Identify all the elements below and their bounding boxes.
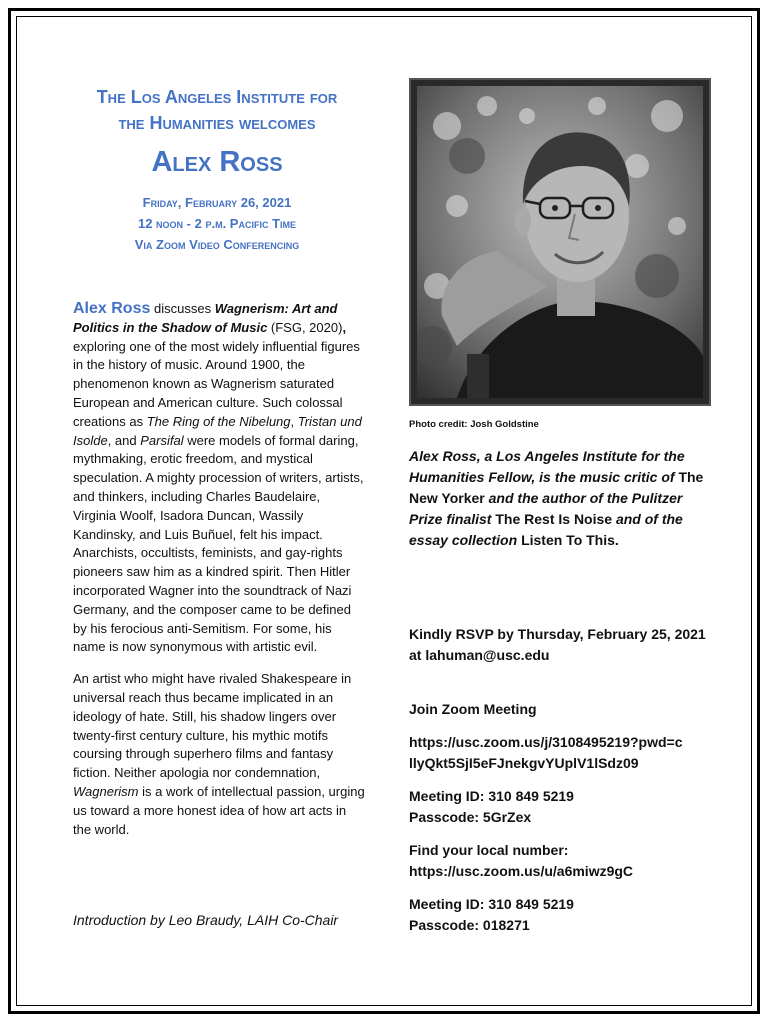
book-title: The Rest Is Noise [495, 511, 613, 527]
meeting-id-2: Meeting ID: 310 849 5219 [409, 896, 574, 912]
work-title: The Ring of the Nibelung [146, 413, 291, 429]
description [73, 300, 365, 839]
text-run: is a work of intellectual passion, urging us toward a more honest idea of how art acts in the world. [73, 783, 365, 837]
text-run: and the author of the Pulitzer Prize finalist [409, 490, 683, 527]
event-date: Friday, February 26, 2021 [142, 195, 292, 210]
passcode-1: Passcode: 5GrZex [409, 809, 532, 825]
join-zoom-heading: Join Zoom Meeting [409, 701, 537, 717]
book-title: Wagnerism: Art and Politics in the Shadow of Music [73, 301, 338, 335]
publication-title: The New Yorker [409, 469, 704, 506]
text-run: exploring one of the most widely influential figures in the history of music. Around 1900, the phenomenon known as Wagnerism saturated European and American culture. Such colossal creations as [73, 338, 360, 429]
speaker-name: Alex Ross [151, 146, 283, 178]
text-run: discusses [150, 301, 215, 316]
portrait-illustration [417, 86, 703, 398]
event-time: 12 noon - 2 p.m. Pacific Time [137, 216, 297, 231]
work-title: Parsifal [140, 432, 184, 448]
zoom-link-line-2[interactable]: llyQkt5SjI5eFJnekgvYUplV1lSdz09 [409, 755, 639, 771]
event-header [50, 84, 384, 255]
publisher: (FSG, 2020) [267, 319, 343, 335]
work-title: Tristan und Isolde [73, 413, 362, 448]
description-paragraph-1 [73, 300, 365, 657]
local-number-label: Find your local number: [409, 842, 569, 858]
photo-credit: Photo credit: Josh Goldstine [409, 419, 539, 430]
text-run: , [290, 413, 298, 429]
introduction-credit: Introduction by Leo Braudy, LAIH Co-Chair [73, 912, 339, 928]
event-info [50, 192, 384, 255]
local-number-link[interactable]: https://usc.zoom.us/u/a6miwz9gC [409, 863, 634, 879]
work-title: Wagnerism [73, 783, 139, 799]
zoom-details [409, 699, 719, 936]
text-run: , and [107, 432, 141, 448]
header-line-2: the Humanities welcomes [118, 113, 316, 133]
rsvp-notice: Kindly RSVP by Thursday, February 25, 2021 at lahuman@usc.edu [409, 626, 706, 663]
book-title: Listen To This. [521, 532, 619, 548]
speaker-bio [409, 446, 709, 551]
event-venue: Via Zoom Video Conferencing [134, 237, 300, 252]
text-run: , [342, 319, 347, 335]
text-run: Alex Ross, a Los Angeles Institute for the Humanities Fellow, is the music critic of [409, 448, 685, 485]
header-line-1: The Los Angeles Institute for [96, 87, 338, 107]
zoom-link-line-1[interactable]: https://usc.zoom.us/j/3108495219?pwd=c [409, 734, 683, 750]
speaker-photo [409, 78, 711, 406]
zoom-link[interactable] [409, 732, 719, 774]
description-paragraph-2 [73, 670, 365, 839]
text-run: and of the essay collection [409, 511, 683, 548]
body-speaker-name: Alex Ross [73, 300, 151, 317]
text-run: were models of formal daring, mythmaking, erotic freedom, and mystical speculation. A mighty procession of writers, artists, and thinkers, including Charles Baudelaire, Virginia Woolf, Isadora Duncan, Wassily Kandinsky, and Luis Buñuel, felt his impact. Anarchists, occultists, feminists, and gay-rights pioneers saw him as a kindred spirit. Then Hitler incorporated Wagner into the soundtrack of Nazi Germany, and the composer came to be defined by his ferocious anti-Semitism. For some, his name is now synonymous with artistic evil. [73, 432, 364, 655]
meeting-id-1: Meeting ID: 310 849 5219 [409, 788, 574, 804]
text-run: An artist who might have rivaled Shakespeare in universal reach thus became implicated in an ideology of hate. Still, his shadow lingers over twenty-first century culture, his mythic motifs coursing through superhero films and fantasy fiction. Neither apologia nor condemnation, [73, 671, 352, 781]
passcode-2: Passcode: 018271 [409, 917, 530, 933]
